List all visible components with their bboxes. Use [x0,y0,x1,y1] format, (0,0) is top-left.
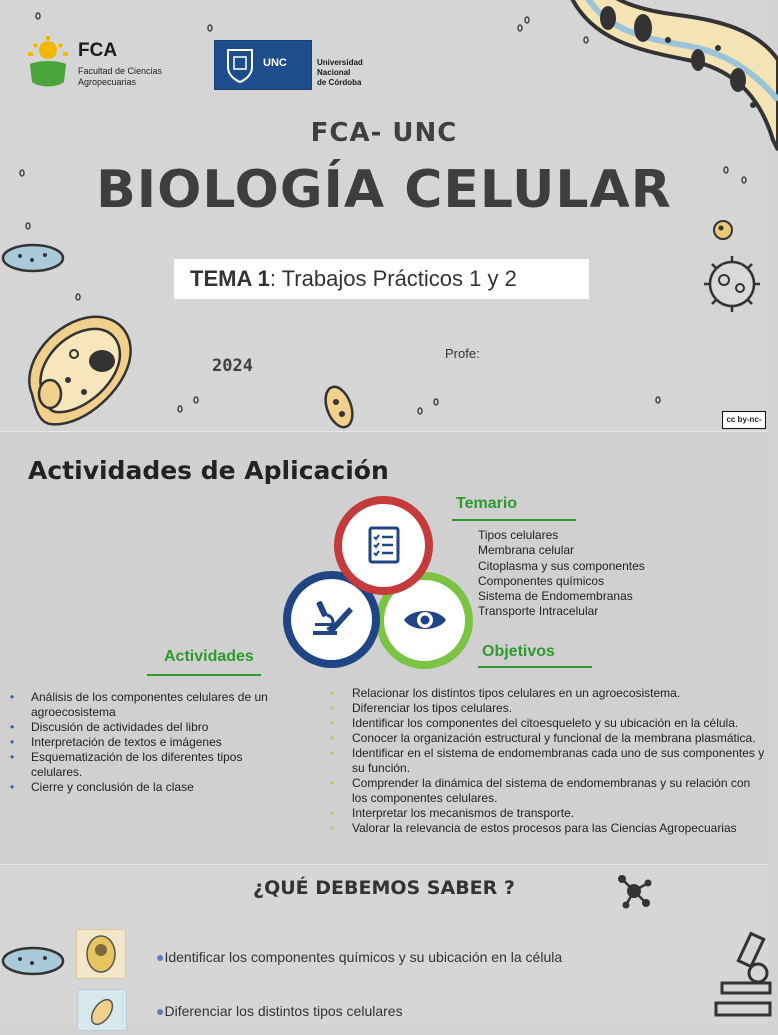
year-label: 2024 [212,356,253,376]
fca-line1: Facultad de Ciencias [78,66,163,76]
cell-image [77,989,127,1031]
objetivo-item: • Identificar en el sistema de endomembranas cada uno de sus componentes y su función. [330,746,766,776]
actividad-item: • Análisis de los componentes celulares de un agroecosistema [10,690,290,720]
saber-item-text: Diferenciar los distintos tipos celulares [164,1003,403,1019]
temario-item: Transporte Intracelular [478,604,599,619]
profe-label: Profe: [445,346,480,361]
objetivos-heading: Objetivos [482,643,555,660]
checklist-icon [368,526,400,564]
slide-subtitle: FCA- UNC [310,118,458,148]
bullet-dot: ● [156,1003,165,1019]
temario-heading: Temario [456,495,518,512]
temario-item: Citoplasma y sus componentes [478,558,645,573]
microscope-decoration [714,933,770,1024]
dots-decoration [0,0,768,432]
cc-license-badge[interactable]: cc by-nc- [722,411,766,429]
unc-line2: Nacional [317,68,351,77]
fca-name: FCA [78,40,118,61]
molecule-icon [616,873,652,909]
bullet-dot: ● [156,949,165,965]
bacteria-decoration-left [0,943,68,979]
knowledge-slide [0,865,768,1024]
objetivo-item: • Valorar la relevancia de estos procesos para las Ciencias Agropecuarias [330,821,766,836]
actividades-list [10,690,290,795]
cell-icon [77,930,125,978]
temario-item: Tipos celulares [478,528,559,542]
bacillus-icon [78,990,126,1030]
saber-title: ¿QUÉ DEBEMOS SABER ? [253,877,515,899]
tema-label: TEMA 1 [190,266,270,291]
actividad-item: • Interpretación de textos e imágenes [10,735,290,750]
microscope-pencil-icon [311,597,355,641]
actividades-heading: Actividades [164,648,254,665]
fca-line2: Agropecuarias [78,77,137,87]
title-slide [0,0,768,432]
temario-item: Sistema de Endomembranas [478,589,633,604]
unc-line3: de Córdoba [317,78,362,87]
temario-item: Componentes químicos [478,573,605,588]
cell-image [76,929,126,979]
objetivos-list [330,686,766,836]
activities-title: Actividades de Aplicación [28,456,389,485]
unc-badge-text: UNC [263,57,287,69]
objetivos-underline [478,666,592,668]
actividad-item: • Cierre y conclusión de la clase [10,780,290,795]
actividad-item: • Discusión de actividades del libro [10,720,290,735]
temario-item: Membrana celular [478,543,575,558]
saber-item-text: Identificar los componentes químicos y su ubicación en la célula [164,949,563,965]
tema-text: : Trabajos Prácticos 1 y 2 [269,266,517,291]
objetivo-item: • Relacionar los distintos tipos celulares en un agroecosistema. [330,686,766,701]
objetivo-item: • Conocer la organización estructural y funcional de la membrana plasmática. [330,731,766,746]
slide-title: BIOLOGÍA CELULAR [96,160,672,220]
unc-line1: Universidad [317,58,363,67]
saber-item [156,1003,403,1019]
objetivo-item: • Interpretar los mecanismos de transporte. [330,806,766,821]
objetivo-item: • Identificar los componentes del citoesqueleto y su ubicación en la célula. [330,716,766,731]
objetivo-item: • Comprender la dinámica del sistema de endomembranas y su relación con los componentes celulares. [330,776,766,806]
actividades-underline [147,674,261,676]
objetivo-item: • Diferenciar los tipos celulares. [330,701,766,716]
temario-circle [334,496,433,595]
saber-item [156,949,562,965]
activities-slide [0,432,768,865]
eye-icon [402,604,448,636]
temario-list [478,528,645,620]
temario-underline [452,519,576,521]
actividad-item: • Esquematización de los diferentes tipos celulares. [10,750,290,780]
